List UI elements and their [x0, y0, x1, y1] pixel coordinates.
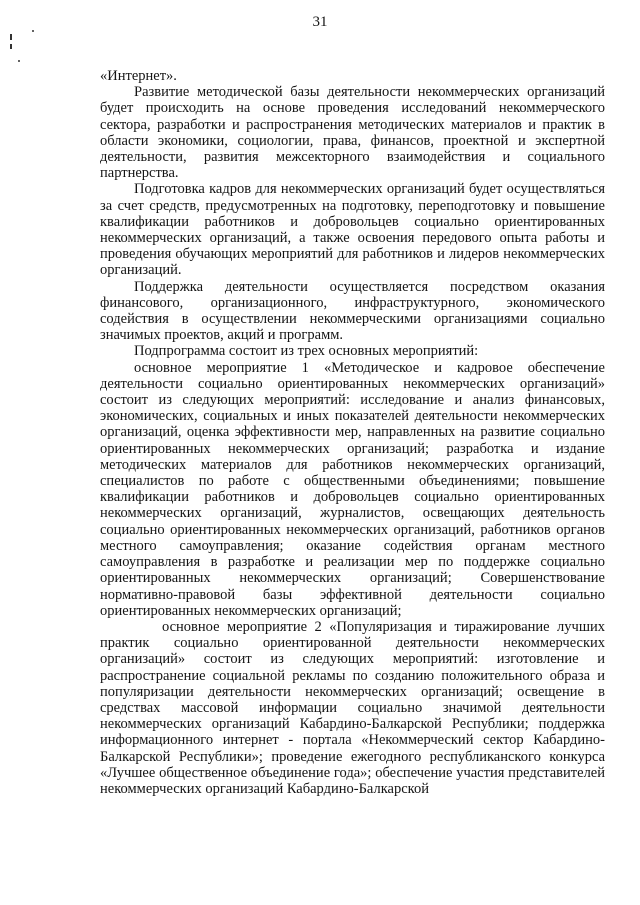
page-number: 31 [312, 14, 328, 30]
paragraph-continuation: «Интернет». [100, 68, 177, 84]
paragraph-subprogram-intro: Подпрограмма состоит из трех основных мероприятий: [134, 343, 479, 360]
paragraph-activity-support: Поддержка деятельности осуществляется посредством оказания финансового, организационного, инфраструктурного, экономического содействия в осуществлении некоммерческими организациями социально значимых проектов, акций и программ. [100, 278, 605, 344]
scan-artifact-mark [18, 60, 20, 62]
paragraph-main-event-1: основное мероприятие 1 «Методическое и кадровое обеспечение деятельности социально ориентированных некоммерческих организаций» состоит из следующих мероприятий: исследование и анализ финансовых, экономических, социальных и иных показателей деятельности некоммерческих организаций, оценка эффективности мер, направленных на развитие социально ориентированных некоммерческих организаций; разработка и издание методических материалов для работников некоммерческих организаций, специалистов по работе с общественными объединениями; повышение квалификации работников и добровольцев социально ориентированных некоммерческих организаций, журналистов, освещающих деятельность социально ориентированных некоммерческих организаций, работников органов местного самоуправления; оказание содействия органам местного самоуправления в разработке и реализации мер по поддержке социально ориентированных некоммерческих организаций; Совершенствование нормативно-правовой базы эффективной деятельности социально ориентированных некоммерческих организаций; [100, 359, 605, 619]
paragraph-main-event-2: основное мероприятие 2 «Популяризация и тиражирование лучших практик социально ориентированной деятельности некоммерческих организаций» состоит из следующих мероприятий: изготовление и распространение социальной рекламы по созданию положительного образа и популяризации деятельности некоммерческих организаций; освещение в средствах массовой информации социально значимой деятельности некоммерческих организаций Кабардино-Балкарской Республики; поддержка информационного интернет - портала «Некоммерческий сектор Кабардино-Балкарской Республики»; проведение ежегодного республиканского конкурса «Лучшее общественное объединение года»; обеспечение участия представителей некоммерческих организаций Кабардино-Балкарской [100, 618, 605, 797]
document-body [100, 68, 605, 797]
paragraph-staff-training: Подготовка кадров для некоммерческих организаций будет осуществляться за счет средств, предусмотренных на подготовку, переподготовку и повышение квалификации работников и добровольцев социально ориентированных некоммерческих организаций, а также освоения передового опыта работы и проведения обучающих мероприятий для работников и лидеров некоммерческих организаций. [100, 181, 605, 279]
paragraph-methodical-base: Развитие методической базы деятельности некоммерческих организаций будет происходить на основе проведения исследований некоммерческого сектора, разработки и распространения методических материалов и практик в области экономики, социологии, права, финансов, проектной и экспертной деятельности, развития межсекторного взаимодействия и социального партнерства. [100, 84, 605, 182]
scan-artifact-mark [10, 34, 12, 40]
scan-artifact-mark [10, 44, 12, 49]
